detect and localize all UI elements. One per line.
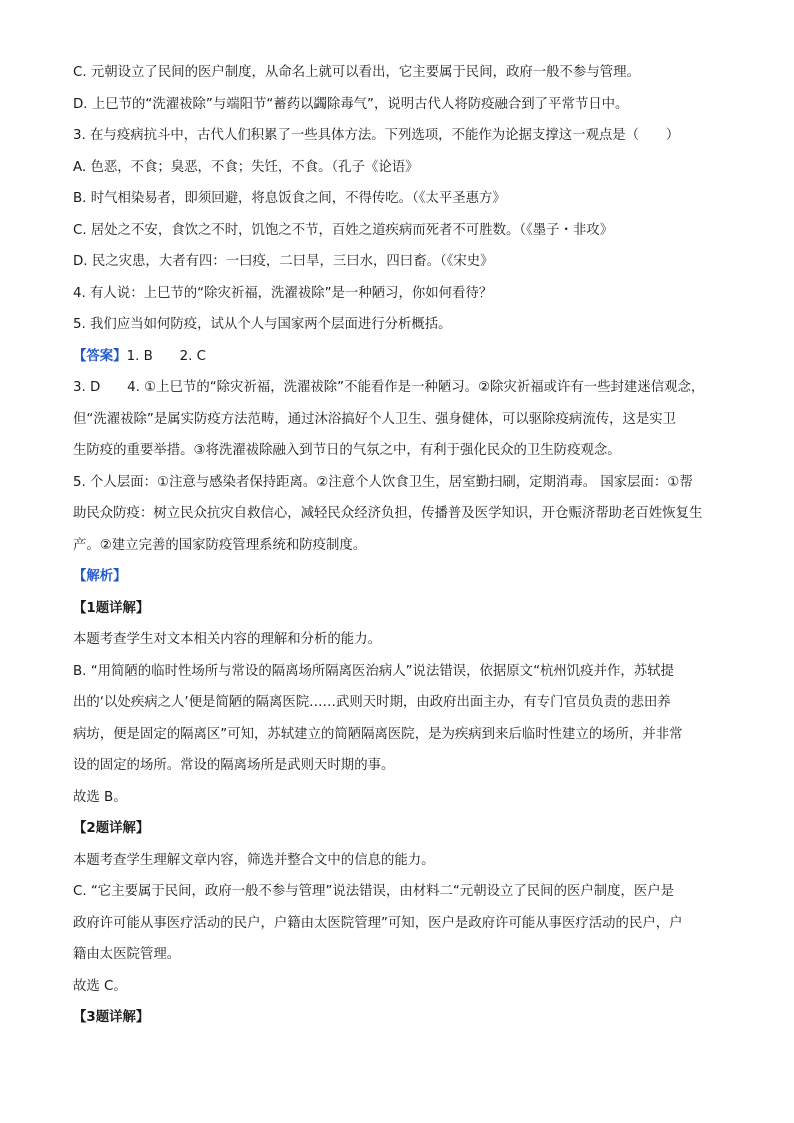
text-line xyxy=(73,157,714,178)
line-text: 3. D 4. ①上巳节的“除灾祈福，洗濯祓除”不能看作是一种陋习。②除灾祈福或许有一些封建迷信观念， xyxy=(73,380,705,395)
line-text: 1. B 2. C xyxy=(126,348,206,364)
text-line xyxy=(73,440,714,461)
text-line xyxy=(73,850,714,871)
line-text: A. 色恶，不食；臭恶，不食；失饪，不食。（孔子《论语》 xyxy=(73,159,419,175)
text-line xyxy=(73,62,714,83)
line-text: 【3题详解】 xyxy=(73,1010,150,1025)
text-line xyxy=(73,125,714,146)
section-tag-line xyxy=(73,566,714,587)
line-text: 5. 个人层面：①注意与感染者保持距离。②注意个人饮食卫生，居室勤扫刷，定期消毒。 国家层面：①帮 xyxy=(73,474,693,490)
line-text: 【2题详解】 xyxy=(73,821,150,836)
text-line xyxy=(73,661,714,682)
line-text: 5. 我们应当如何防疫，试从个人与国家两个层面进行分析概括。 xyxy=(73,317,452,332)
line-text: 政府许可能从事医疗活动的民户，户籍由太医院管理”可知，医户是政府许可能从事医疗活动的民户，户 xyxy=(73,915,683,931)
text-line xyxy=(73,755,714,776)
text-line xyxy=(73,1007,714,1028)
line-text: 出的‘以处疾病之人’便是简陋的隔离医院……武则天时期，由政府出面主办，有专门官员负责的悲田养 xyxy=(73,695,671,710)
text-line xyxy=(73,944,714,965)
line-text: D. 民之灾患，大者有四：一曰疫，二曰旱，三曰水，四曰畜。（《宋史》 xyxy=(73,254,494,269)
text-line xyxy=(73,409,714,430)
text-line xyxy=(73,692,714,713)
line-text: 病坊，便是固定的隔离区”可知，苏轼建立的简陋隔离医院，是为疾病到来后临时性建立的场所，并非常 xyxy=(73,726,683,742)
line-text: B. “用简陋的临时性场所与常设的隔离场所隔离医治病人”说法错误，依据原文“杭州饥疫并作，苏轼提 xyxy=(73,663,674,679)
text-line xyxy=(73,976,714,997)
line-text: 故选 B。 xyxy=(73,789,127,805)
text-line xyxy=(73,314,714,335)
line-text: 本题考查学生理解文章内容，筛选并整合文中的信息的能力。 xyxy=(73,852,435,868)
text-line xyxy=(73,535,714,556)
line-text: 生防疫的重要举措。③将洗濯祓除融入到节日的气氛之中，有利于强化民众的卫生防疫观念。 xyxy=(73,443,621,458)
line-text: 3. 在与疫病抗斗中，古代人们积累了一些具体方法。下列选项，不能作为论据支撑这一观点是（ ） xyxy=(73,128,680,143)
text-line xyxy=(73,188,714,209)
line-text: B. 时气相染易者，即须回避，将息饭食之间，不得传吃。（《太平圣惠方》 xyxy=(73,191,506,206)
line-text: C. 元朝设立了民间的医户制度，从命名上就可以看出，它主要属于民间，政府一般不参与管理。 xyxy=(73,65,640,80)
text-line xyxy=(73,724,714,745)
line-text: 产。②建立完善的国家防疫管理系统和防疫制度。 xyxy=(73,537,367,553)
line-text: 故选 C。 xyxy=(73,978,127,994)
text-line xyxy=(73,377,714,398)
line-text: 但“洗濯祓除”是属实防疫方法范畴，通过沐浴搞好个人卫生、强身健体，可以驱除疫病流传，这是实卫 xyxy=(73,411,677,427)
line-text: C. “它主要属于民间，政府一般不参与管理”说法错误，由材料二“元朝设立了民间的医户制度，医户是 xyxy=(73,884,675,899)
text-line xyxy=(73,598,714,619)
line-text: 4. 有人说：上巳节的“除灾祈福，洗濯祓除”是一种陋习，你如何看待？ xyxy=(73,285,493,301)
text-line xyxy=(73,94,714,115)
line-text: 本题考查学生对文本相关内容的理解和分析的能力。 xyxy=(73,632,381,647)
text-line xyxy=(73,220,714,241)
text-line xyxy=(73,472,714,493)
text-line xyxy=(73,283,714,304)
text-line xyxy=(73,787,714,808)
line-text: 设的固定的场所。常设的隔离场所是武则天时期的事。 xyxy=(73,758,395,773)
text-line xyxy=(73,913,714,934)
line-text: 助民众防疫：树立民众抗灾自救信心，减轻民众经济负担，传播普及医学知识，开仓赈济帮助老百姓恢复生 xyxy=(73,506,703,521)
section-tag-line xyxy=(73,346,714,367)
line-text: C. 居处之不安，食饮之不时，饥饱之不节，百姓之道疾病而死者不可胜数。（《墨子・非攻》 xyxy=(73,222,614,238)
line-text: D. 上巳节的“洗濯祓除”与端阳节“蓄药以蠲除毒气”，说明古代人将防疫融合到了平常节日中。 xyxy=(73,96,629,112)
line-text: 籍由太医院管理。 xyxy=(73,947,181,962)
section-tag: 【解析】 xyxy=(73,569,127,584)
text-line xyxy=(73,251,714,272)
text-line xyxy=(73,503,714,524)
text-line xyxy=(73,881,714,902)
text-line xyxy=(73,818,714,839)
line-text: 【1题详解】 xyxy=(73,600,150,616)
section-tag: 【答案】 xyxy=(73,348,127,364)
text-line xyxy=(73,629,714,650)
